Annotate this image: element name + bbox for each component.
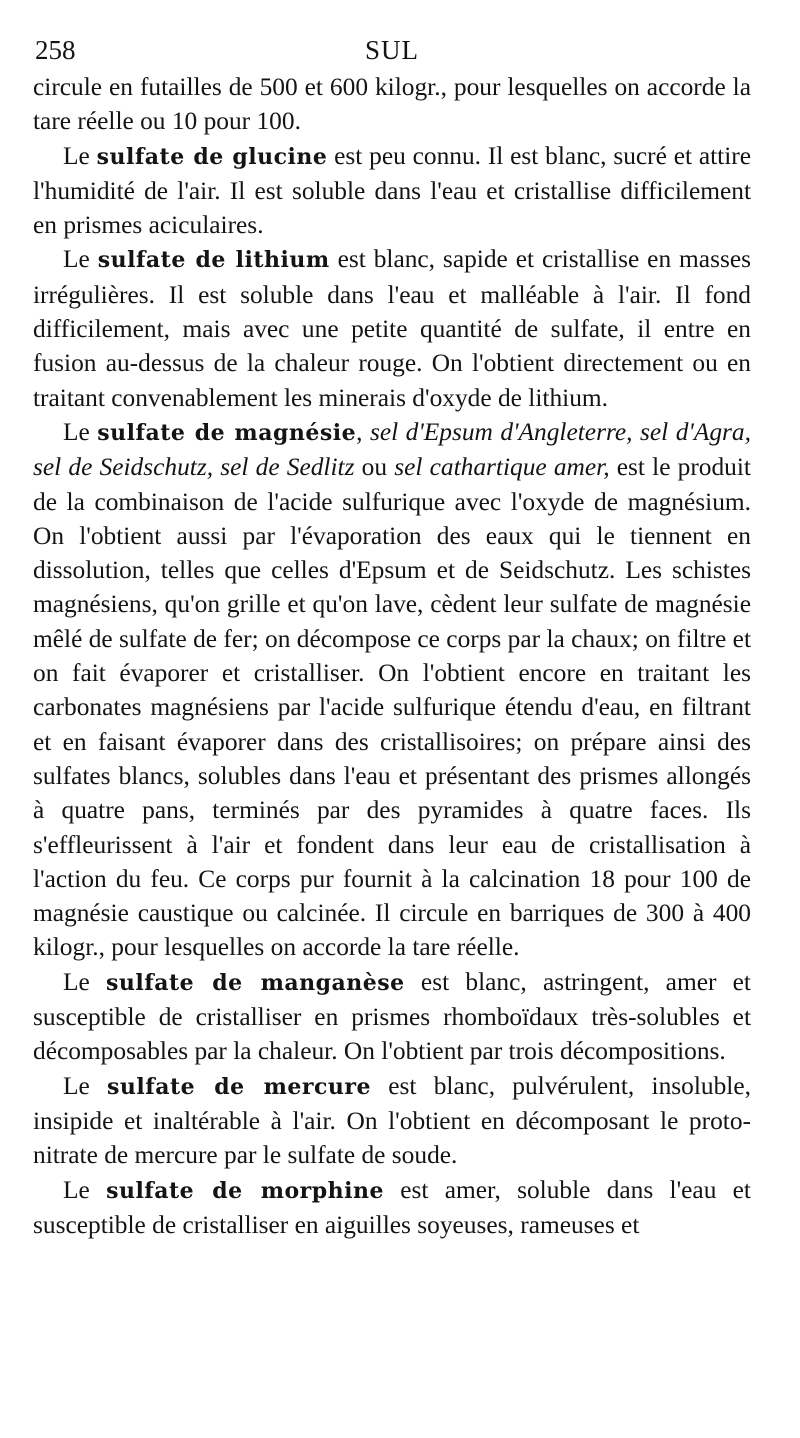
paragraph-lead: Le: [63, 967, 107, 996]
paragraph-sulfate-de-lithium: [33, 242, 751, 414]
entry-term: sulfate de glucine: [96, 143, 328, 170]
paragraph-conjunction: ou: [354, 453, 395, 482]
paragraph-text: est le produit de la combinaison de l'acide sulfurique avec l'oxyde de magnésium. On l'obtient aussi par l'évaporation des eaux qui le tiennent en dissolution, telles que celles d'Epsum et de Seidschutz. Les schistes magnésiens, qu'on grille et qu'on lave, cèdent leur sulfate de magnésie mêlé de sulfate de fer; on décompose ce corps par la chaux; on filtre et on fait évaporer et cristalliser. On l'obtient encore en traitant les carbonates magnésiens par l'acide sulfurique étendu d'eau, en filtrant et en faisant évaporer dans des cristallisoires; on prépare ainsi des sulfates blancs, solubles dans l'eau et présentant des prismes allongés à quatre pans, terminés par des pyramides à quatre faces. Ils s'effleurissent à l'air et fondent dans leur eau de cristallisation à l'action du feu. Ce corps pur fournit à la calcination 18 pour 100 de magnésie caustique ou calcinée. Il circule en barriques de 300 à 400 kilogr., pour lesquelles on accorde la tare réelle.: [33, 453, 751, 962]
paragraph-text: est peu connu. Il est blanc, sucré et attire l'humidité de l'air. Il est soluble dans l'eau et cristallise difficilement en prismes aciculaires.: [33, 141, 751, 240]
paragraph-punct: ,: [356, 417, 370, 446]
paragraph-lead: Le: [63, 1175, 107, 1204]
paragraph-text: circule en futailles de 500 et 600 kilogr., pour lesquelles on accorde la tare réelle ou 10 pour 100.: [33, 73, 751, 136]
paragraph-sulfate-de-glucine: [33, 139, 751, 243]
paragraph-continuation: [33, 70, 751, 139]
entry-term: sulfate de manganèse: [106, 969, 405, 996]
paragraph-lead: Le: [63, 1071, 108, 1100]
entry-term: sulfate de morphine: [106, 1177, 384, 1204]
page-header: [33, 30, 751, 70]
paragraph-lead: Le: [63, 141, 97, 170]
paragraph-sulfate-de-magnesie: [33, 415, 751, 965]
paragraph-sulfate-de-morphine: [33, 1173, 751, 1243]
paragraph-lead: Le: [63, 245, 98, 274]
entry-synonyms: sel d'Epsum d'Angleterre, sel d'Agra, sel de Seidschutz, sel de Sedlitz: [33, 417, 751, 482]
paragraph-text: est blanc, astringent, amer et susceptible de cristalliser en prismes rhomboïdaux très-solubles et décomposables par la chaleur. On l'obtient par trois décompositions.: [33, 967, 751, 1066]
running-head: SUL: [364, 35, 419, 65]
entry-term: sulfate de magnésie: [97, 419, 357, 446]
paragraph-text: est blanc, pulvérulent, insoluble, insipide et inaltérable à l'air. On l'obtient en décomposant le proto-nitrate de mercure par le sulfate de soude.: [33, 1071, 751, 1170]
entry-term: sulfate de lithium: [97, 247, 330, 274]
entry-term: sulfate de mercure: [107, 1073, 371, 1100]
body-text: [33, 70, 751, 1242]
paragraph-lead: Le: [63, 417, 98, 446]
paragraph-text: est amer, soluble dans l'eau et susceptible de cristalliser en aiguilles soyeuses, rameuses et: [33, 1175, 751, 1239]
document-page: [33, 30, 751, 1242]
paragraph-sulfate-de-mercure: [33, 1069, 751, 1173]
paragraph-sulfate-de-manganese: [33, 965, 751, 1069]
page-number: 258: [35, 35, 76, 65]
paragraph-text: est blanc, sapide et cristallise en masses irrégulières. Il est soluble dans l'eau et malléable à l'air. Il fond difficilement, mais avec une petite quantité de sulfate, il entre en fusion au-dessus de la chaleur rouge. On l'obtient directement ou en traitant convenablement les minerais d'oxyde de lithium.: [33, 245, 751, 412]
entry-synonym: sel cathartique amer,: [394, 453, 610, 482]
